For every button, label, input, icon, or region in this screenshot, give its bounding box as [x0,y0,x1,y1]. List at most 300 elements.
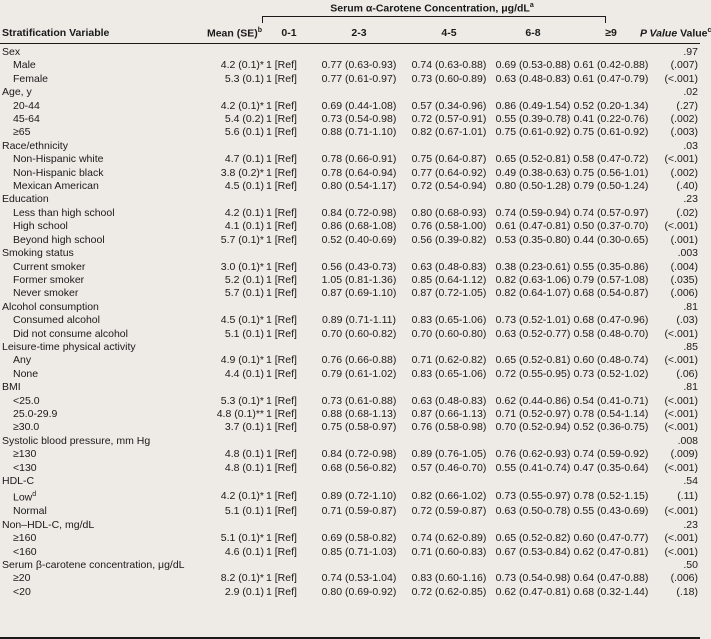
mean-cell: 4.4 (0.1) [224,367,264,380]
or-cell-4-5: 0.72 (0.57-0.91) [411,113,487,126]
empty-cell [404,341,494,354]
or-cell-4-5: 0.71 (0.62-0.82) [411,354,487,367]
mean-cell: 4.8 (0.1)** [216,407,264,420]
empty-cell [572,381,650,394]
or-cell-9-plus: 0.74 (0.57-0.97) [573,206,649,219]
mean-cell: 4.8 (0.1) [224,448,264,461]
or-cell-2-3: 0.87 (0.69-1.10) [321,287,397,300]
or-cell-2-3: 1.05 (0.81-1.36) [321,273,397,286]
empty-cell [264,381,314,394]
table-row [0,207,700,220]
mean-cell: 5.2 (0.1) [224,273,264,286]
p-value-cell: (.002) [670,166,698,179]
p-value-cell: (<.001) [664,153,698,166]
or-cell-6-8: 0.86 (0.49-1.54) [495,99,571,112]
reference-cell: 1 [Ref] [266,407,297,420]
empty-cell [264,435,314,448]
p-value-cell: (.11) [677,490,698,503]
group-label: Age, y [2,86,32,99]
empty-cell [314,140,404,153]
empty-cell [314,559,404,572]
empty-cell [494,247,572,260]
reference-cell: 1 [Ref] [266,206,297,219]
p-value-cell: (.006) [670,572,698,585]
empty-cell [494,301,572,314]
empty-cell [188,247,264,260]
or-cell-4-5: 0.63 (0.48-0.83) [411,394,487,407]
empty-cell [404,475,494,488]
or-cell-2-3: 0.84 (0.72-0.98) [321,448,397,461]
p-value-cell: (.035) [670,273,698,286]
or-cell-4-5: 0.89 (0.76-1.05) [411,448,487,461]
empty-cell [404,435,494,448]
row-label: High school [13,220,68,233]
reference-cell: 1 [Ref] [266,287,297,300]
empty-cell [494,46,572,59]
group-label: Sex [2,46,21,58]
or-cell-9-plus: 0.60 (0.47-0.77) [573,532,649,545]
empty-cell [314,247,404,260]
header-stratification-variable: Stratification Variable [2,27,110,39]
empty-cell [264,140,314,153]
p-value-cell: .50 [683,558,698,571]
or-cell-6-8: 0.67 (0.53-0.84) [495,545,571,558]
p-value-cell: (<.001) [664,407,698,420]
table-row [0,328,700,341]
table-row [0,505,700,518]
empty-cell [264,86,314,99]
empty-cell [494,381,572,394]
or-cell-9-plus: 0.52 (0.20-1.34) [573,99,649,112]
p-value-cell: .85 [683,340,698,353]
row-label: Beyond high school [13,233,105,246]
table-row [0,261,700,274]
or-cell-4-5: 0.87 (0.72-1.05) [411,287,487,300]
or-cell-9-plus: 0.74 (0.59-0.92) [573,448,649,461]
row-label: Female [13,72,49,85]
mean-cell: 2.9 (0.1) [224,585,264,598]
p-value-cell: (<.001) [664,545,698,558]
or-cell-6-8: 0.63 (0.50-0.78) [495,505,571,518]
or-cell-2-3: 0.88 (0.71-1.10) [321,126,397,139]
group-row [0,519,700,532]
row-label: Less than high school [13,206,115,219]
table-row [0,100,700,113]
or-cell-9-plus: 0.64 (0.47-0.88) [573,572,649,585]
or-cell-2-3: 0.80 (0.54-1.17) [321,180,397,193]
reference-cell: 1 [Ref] [266,367,297,380]
p-value-cell: .23 [683,193,698,206]
mean-cell: 5.7 (0.1)* [220,233,264,246]
mean-cell: 4.1 (0.1) [224,220,264,233]
or-cell-6-8: 0.63 (0.52-0.77) [495,327,571,340]
mean-cell: 4.2 (0.1)* [220,59,264,72]
group-label: Non–HDL-C, mg/dL [2,518,95,531]
or-cell-2-3: 0.73 (0.54-0.98) [321,113,397,126]
table-row [0,180,700,193]
p-value-cell: (.001) [670,233,698,246]
reference-cell: 1 [Ref] [266,220,297,233]
empty-cell [264,301,314,314]
mean-cell: 5.1 (0.1) [224,505,264,518]
empty-cell [404,140,494,153]
group-row [0,193,700,206]
or-cell-9-plus: 0.41 (0.22-0.76) [573,113,649,126]
empty-cell [314,341,404,354]
empty-cell [264,519,314,532]
or-cell-2-3: 0.75 (0.58-0.97) [321,421,397,434]
empty-cell [494,86,572,99]
or-cell-9-plus: 0.68 (0.47-0.96) [573,314,649,327]
or-cell-6-8: 0.62 (0.47-0.81) [495,585,571,598]
or-cell-9-plus: 0.60 (0.48-0.74) [573,354,649,367]
table-row [0,586,700,599]
empty-cell [188,559,264,572]
empty-cell [264,475,314,488]
p-value-cell: (<.001) [664,72,698,85]
reference-cell: 1 [Ref] [266,59,297,72]
or-cell-6-8: 0.80 (0.50-1.28) [495,180,571,193]
mean-cell: 4.5 (0.1) [224,180,264,193]
group-row [0,559,700,572]
p-value-cell: .81 [683,300,698,313]
mean-cell: 3.0 (0.1)* [220,260,264,273]
row-label: Mexican American [13,180,99,193]
or-cell-4-5: 0.71 (0.60-0.83) [411,545,487,558]
group-row [0,435,700,448]
group-label: Education [2,193,49,206]
p-value-cell: .02 [683,86,698,99]
reference-cell: 1 [Ref] [266,448,297,461]
or-cell-9-plus: 0.47 (0.35-0.64) [573,461,649,474]
p-value-cell: (.27) [676,99,698,112]
empty-cell [404,301,494,314]
group-label: Smoking status [2,247,74,260]
or-cell-6-8: 0.72 (0.55-0.95) [495,367,571,380]
reference-cell: 1 [Ref] [266,113,297,126]
or-cell-2-3: 0.89 (0.71-1.11) [322,314,396,327]
empty-cell [572,140,650,153]
table-row [0,73,700,86]
or-cell-4-5: 0.76 (0.58-0.98) [411,421,487,434]
or-cell-9-plus: 0.75 (0.61-0.92) [573,126,649,139]
or-cell-4-5: 0.57 (0.46-0.70) [411,461,487,474]
table-row [0,488,700,505]
p-value-cell: .97 [683,46,698,58]
or-cell-4-5: 0.76 (0.58-1.00) [411,220,487,233]
row-label: ≥20 [13,572,31,585]
p-value-cell: (.006) [670,287,698,300]
group-row [0,86,700,99]
p-value-cell: (.009) [670,448,698,461]
empty-cell [188,475,264,488]
or-cell-6-8: 0.73 (0.52-1.01) [495,314,571,327]
table-row [0,220,700,233]
p-value-cell: (<.001) [664,421,698,434]
or-cell-9-plus: 0.52 (0.36-0.75) [573,421,649,434]
header-quantile-9-plus: ≥9 [605,27,617,39]
row-label: Consumed alcohol [13,314,100,327]
empty-cell [404,46,494,59]
or-cell-4-5: 0.74 (0.63-0.88) [411,59,487,72]
or-cell-6-8: 0.70 (0.52-0.94) [495,421,571,434]
row-label: <160 [13,545,37,558]
concentration-group-header: Serum α-Carotene Concentration, $\mu g/dL^a$ [330,2,534,15]
reference-cell: 1 [Ref] [266,532,297,545]
table-row [0,408,700,421]
empty-cell [188,381,264,394]
header-quantile-0-1: 0-1 [281,27,297,39]
reference-cell: 1 [Ref] [266,72,297,85]
empty-cell [404,559,494,572]
empty-cell [264,247,314,260]
empty-cell [572,435,650,448]
mean-cell: 4.5 (0.1)* [220,314,264,327]
empty-cell [494,519,572,532]
empty-cell [404,519,494,532]
empty-cell [572,86,650,99]
empty-cell [572,341,650,354]
or-cell-9-plus: 0.55 (0.35-0.86) [573,260,649,273]
row-label: 25.0-29.9 [13,407,58,420]
empty-cell [572,193,650,206]
reference-cell: 1 [Ref] [266,394,297,407]
empty-cell [314,193,404,206]
or-cell-2-3: 0.69 (0.58-0.82) [321,532,397,545]
mean-cell: 5.1 (0.1) [224,327,264,340]
or-cell-4-5: 0.63 (0.48-0.83) [411,260,487,273]
empty-cell [494,435,572,448]
row-label: Former smoker [13,273,85,286]
or-cell-9-plus: 0.68 (0.32-1.44) [573,585,649,598]
table-row [0,368,700,381]
mean-cell: 4.8 (0.1) [224,461,264,474]
p-value-cell: (.003) [670,126,698,139]
group-label: Serum β-carotene concentration, μg/dL [2,558,185,571]
group-label: Leisure-time physical activity [2,340,136,353]
empty-cell [314,301,404,314]
or-cell-2-3: 0.85 (0.71-1.03) [321,545,397,558]
reference-cell: 1 [Ref] [266,260,297,273]
or-cell-2-3: 0.70 (0.60-0.82) [321,327,397,340]
header-quantile-6-8: 6-8 [525,27,541,39]
p-value-cell: (<.001) [664,505,698,518]
table-row [0,167,700,180]
empty-cell [264,559,314,572]
reference-cell: 1 [Ref] [266,153,297,166]
empty-cell [188,193,264,206]
p-value-cell: (<.001) [664,220,698,233]
row-label: ≥160 [13,532,37,545]
empty-cell [314,435,404,448]
reference-cell: 1 [Ref] [266,572,297,585]
row-label: <25.0 [13,394,40,407]
reference-cell: 1 [Ref] [266,505,297,518]
empty-cell [314,381,404,394]
results-table [0,46,700,599]
empty-cell [188,435,264,448]
row-label: Non-Hispanic white [13,153,104,166]
group-label: Systolic blood pressure, mm Hg [2,434,151,447]
mean-cell: 5.4 (0.2) [224,113,264,126]
reference-cell: 1 [Ref] [266,180,297,193]
table-row [0,395,700,408]
or-cell-6-8: 0.49 (0.38-0.63) [495,166,571,179]
or-cell-9-plus: 0.61 (0.42-0.88) [573,59,649,72]
or-cell-9-plus: 0.44 (0.30-0.65) [573,233,649,246]
p-value-cell: (<.001) [664,354,698,367]
or-cell-2-3: 0.69 (0.44-1.08) [321,99,397,112]
or-cell-9-plus: 0.58 (0.47-0.72) [573,153,649,166]
reference-cell: 1 [Ref] [266,354,297,367]
table-row [0,421,700,434]
row-label: Did not consume alcohol [13,327,128,340]
mean-cell: 5.6 (0.1) [224,126,264,139]
or-cell-9-plus: 0.62 (0.47-0.81) [573,545,649,558]
group-label: Race/ethnicity [2,139,68,152]
empty-cell [188,46,264,59]
p-value-cell: .54 [683,475,698,487]
or-cell-9-plus: 0.55 (0.43-0.69) [573,505,649,518]
or-cell-2-3: 0.56 (0.43-0.73) [321,260,397,273]
reference-cell: 1 [Ref] [266,314,297,327]
empty-cell [264,46,314,59]
empty-cell [404,247,494,260]
row-label: Current smoker [13,260,86,273]
p-value-cell: (.18) [676,585,698,598]
or-cell-6-8: 0.82 (0.63-1.06) [495,273,571,286]
empty-cell [404,193,494,206]
or-cell-6-8: 0.61 (0.47-0.81) [495,220,571,233]
mean-cell: 5.3 (0.1)* [220,394,264,407]
header-p-value: P Value Value$^c$ [640,27,711,40]
group-label: BMI [2,381,21,394]
or-cell-6-8: 0.65 (0.52-0.81) [495,153,571,166]
table-row [0,153,700,166]
p-value-cell: (.40) [676,180,698,193]
reference-cell: 1 [Ref] [266,327,297,340]
empty-cell [572,559,650,572]
row-label: ≥65 [13,126,31,139]
reference-cell: 1 [Ref] [266,545,297,558]
or-cell-2-3: 0.89 (0.72-1.10) [321,490,397,503]
p-value-cell: (<.001) [664,532,698,545]
or-cell-9-plus: 0.75 (0.56-1.01) [573,166,649,179]
empty-cell [314,86,404,99]
or-cell-4-5: 0.77 (0.64-0.92) [411,166,487,179]
empty-cell [494,475,572,488]
p-value-cell: (<.001) [664,327,698,340]
row-label: <20 [13,585,31,598]
or-cell-9-plus: 0.58 (0.48-0.70) [573,327,649,340]
p-value-cell: (.06) [676,367,698,380]
or-cell-9-plus: 0.78 (0.52-1.15) [573,490,649,503]
mean-cell: 4.9 (0.1)* [220,354,264,367]
or-cell-4-5: 0.57 (0.34-0.96) [411,99,487,112]
or-cell-6-8: 0.53 (0.35-0.80) [495,233,571,246]
empty-cell [264,341,314,354]
or-cell-6-8: 0.76 (0.62-0.93) [495,448,571,461]
reference-cell: 1 [Ref] [266,585,297,598]
or-cell-2-3: 0.86 (0.68-1.08) [321,220,397,233]
row-label: Any [13,354,32,367]
or-cell-9-plus: 0.54 (0.41-0.71) [573,394,649,407]
reference-cell: 1 [Ref] [266,99,297,112]
mean-cell: 5.3 (0.1) [224,72,264,85]
table-row [0,314,700,327]
or-cell-6-8: 0.65 (0.52-0.81) [495,354,571,367]
row-label: 20-44 [13,99,40,112]
or-cell-6-8: 0.38 (0.23-0.61) [495,260,571,273]
or-cell-2-3: 0.84 (0.72-0.98) [321,206,397,219]
or-cell-2-3: 0.78 (0.64-0.94) [321,166,397,179]
p-value-cell: (<.001) [664,394,698,407]
p-value-cell: (.002) [670,113,698,126]
or-cell-4-5: 0.83 (0.65-1.06) [411,367,487,380]
group-row [0,46,700,59]
mean-cell: 4.2 (0.1) [224,206,264,219]
empty-cell [572,46,650,59]
empty-cell [264,193,314,206]
empty-cell [314,46,404,59]
p-value-cell: .008 [677,434,698,447]
table-row [0,532,700,545]
or-cell-4-5: 0.72 (0.59-0.87) [411,505,487,518]
or-cell-4-5: 0.75 (0.64-0.87) [411,153,487,166]
empty-cell [314,475,404,488]
row-label: <130 [13,461,37,474]
row-label: Male [13,59,36,72]
row-label: Non-Hispanic black [13,166,104,179]
p-value-cell: .003 [677,247,698,260]
mean-cell: 5.1 (0.1)* [220,532,264,545]
or-cell-2-3: 0.79 (0.61-1.02) [321,367,397,380]
p-value-cell: (.004) [670,260,698,273]
or-cell-6-8: 0.73 (0.55-0.97) [495,490,571,503]
or-cell-6-8: 0.82 (0.64-1.07) [495,287,571,300]
or-cell-4-5: 0.70 (0.60-0.80) [411,327,487,340]
empty-cell [572,475,650,488]
or-cell-2-3: 0.73 (0.61-0.88) [321,394,397,407]
or-cell-6-8: 0.75 (0.61-0.92) [495,126,571,139]
empty-cell [188,519,264,532]
table-row [0,234,700,247]
p-value-cell: .03 [683,139,698,152]
empty-cell [494,341,572,354]
header-quantile-2-3: 2-3 [351,27,367,39]
row-label: Never smoker [13,287,79,300]
or-cell-2-3: 0.71 (0.59-0.87) [321,505,397,518]
group-row [0,247,700,260]
table-row [0,572,700,585]
or-cell-4-5: 0.72 (0.62-0.85) [411,585,487,598]
or-cell-6-8: 0.69 (0.53-0.88) [495,59,571,72]
row-label: Low$^d$ [13,491,37,504]
group-row [0,341,700,354]
empty-cell [188,140,264,153]
or-cell-6-8: 0.73 (0.54-0.98) [495,572,571,585]
mean-cell: 4.7 (0.1) [224,153,264,166]
table-row [0,354,700,367]
mean-cell: 4.2 (0.1)* [220,99,264,112]
table-row [0,462,700,475]
or-cell-9-plus: 0.50 (0.37-0.70) [573,220,649,233]
p-value-cell: (.03) [676,314,698,327]
or-cell-4-5: 0.80 (0.68-0.93) [411,206,487,219]
or-cell-6-8: 0.62 (0.44-0.86) [495,394,571,407]
or-cell-4-5: 0.87 (0.66-1.13) [411,407,487,420]
group-row [0,475,700,488]
